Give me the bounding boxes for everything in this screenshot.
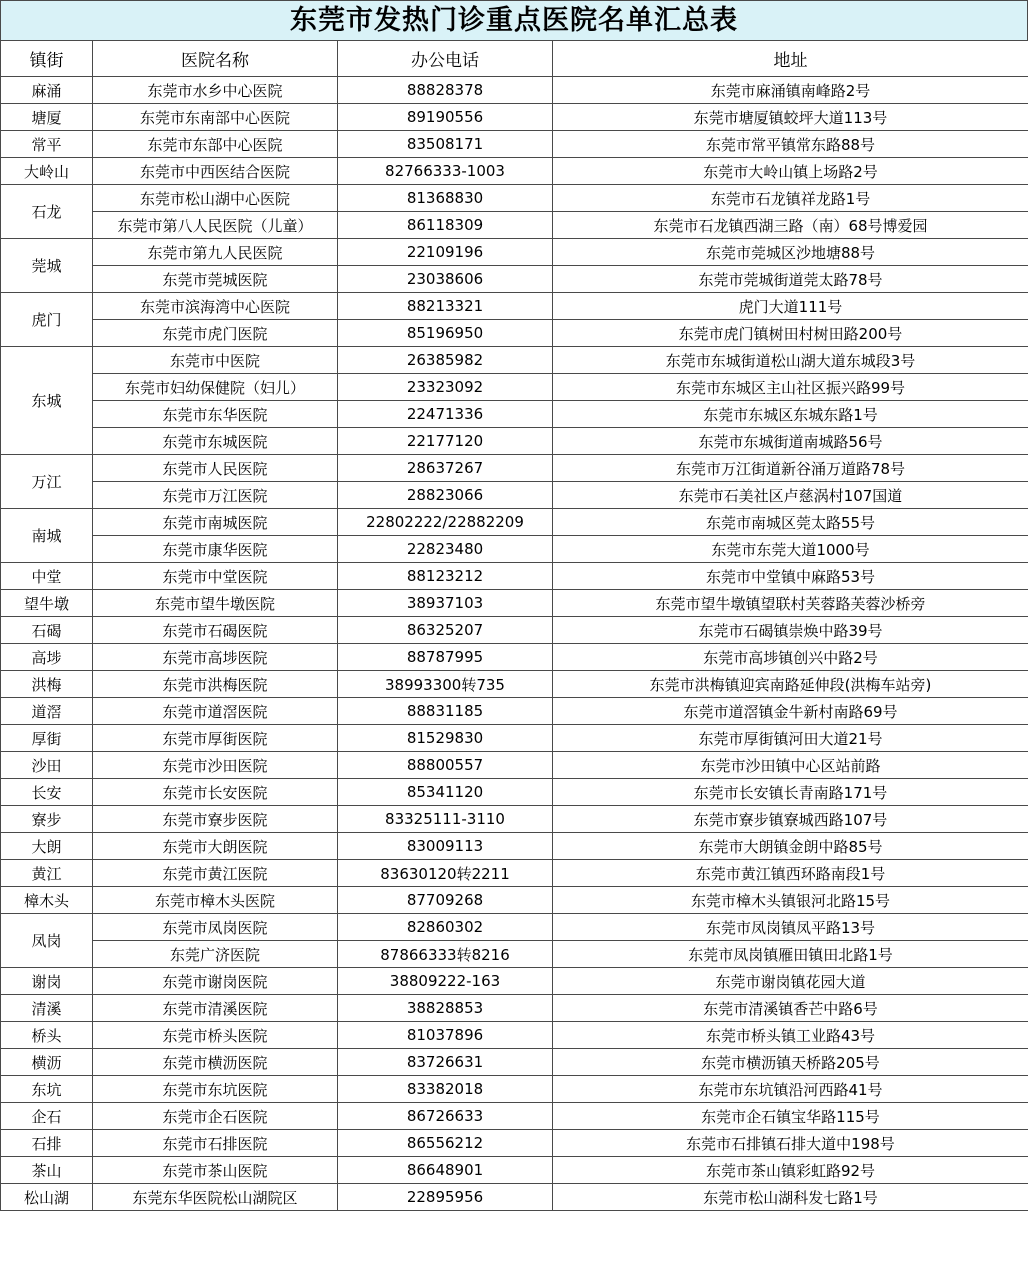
cell-hospital-name: 东莞市中医院 <box>93 347 338 374</box>
cell-phone: 81037896 <box>338 1022 553 1049</box>
cell-hospital-name: 东莞市东华医院 <box>93 401 338 428</box>
cell-address: 东莞市虎门镇树田村树田路200号 <box>553 320 1028 347</box>
cell-hospital-name: 东莞市东南部中心医院 <box>93 104 338 131</box>
cell-hospital-name: 东莞市洪梅医院 <box>93 671 338 698</box>
cell-phone: 87709268 <box>338 887 553 914</box>
table-row <box>1 725 1028 752</box>
cell-town: 高埗 <box>1 644 93 671</box>
cell-hospital-name: 东莞市厚街医院 <box>93 725 338 752</box>
cell-address: 东莞市望牛墩镇望联村芙蓉路芙蓉沙桥旁 <box>553 590 1028 617</box>
table-row <box>1 131 1028 158</box>
table-row <box>1 293 1028 320</box>
table-row <box>1 1049 1028 1076</box>
cell-phone: 28637267 <box>338 455 553 482</box>
cell-address: 东莞市松山湖科发七路1号 <box>553 1184 1028 1211</box>
cell-address: 东莞市沙田镇中心区站前路 <box>553 752 1028 779</box>
cell-hospital-name: 东莞广济医院 <box>93 941 338 968</box>
table-row <box>1 617 1028 644</box>
cell-town: 东坑 <box>1 1076 93 1103</box>
cell-address: 东莞市寮步镇寮城西路107号 <box>553 806 1028 833</box>
cell-phone: 89190556 <box>338 104 553 131</box>
cell-town: 谢岗 <box>1 968 93 995</box>
cell-phone: 83508171 <box>338 131 553 158</box>
cell-hospital-name: 东莞市凤岗医院 <box>93 914 338 941</box>
table-row <box>1 1130 1028 1157</box>
cell-phone: 38937103 <box>338 590 553 617</box>
cell-town: 沙田 <box>1 752 93 779</box>
cell-hospital-name: 东莞市桥头医院 <box>93 1022 338 1049</box>
cell-town: 万江 <box>1 455 93 509</box>
table-row <box>1 536 1028 563</box>
cell-hospital-name: 东莞市松山湖中心医院 <box>93 185 338 212</box>
cell-town: 横沥 <box>1 1049 93 1076</box>
cell-town: 凤岗 <box>1 914 93 968</box>
table-row <box>1 806 1028 833</box>
table-header-row <box>1 41 1028 77</box>
table-row <box>1 671 1028 698</box>
cell-phone: 88828378 <box>338 77 553 104</box>
column-header-phone: 办公电话 <box>338 41 553 77</box>
cell-town: 大岭山 <box>1 158 93 185</box>
table-row <box>1 1103 1028 1130</box>
table-row <box>1 752 1028 779</box>
table-row <box>1 698 1028 725</box>
cell-hospital-name: 东莞市水乡中心医院 <box>93 77 338 104</box>
cell-phone: 38993300转735 <box>338 671 553 698</box>
cell-address: 东莞市石美社区卢慈涡村107国道 <box>553 482 1028 509</box>
cell-hospital-name: 东莞市滨海湾中心医院 <box>93 293 338 320</box>
table-body <box>1 77 1028 1211</box>
cell-phone: 88800557 <box>338 752 553 779</box>
cell-town: 东城 <box>1 347 93 455</box>
cell-address: 东莞市东坑镇沿河西路41号 <box>553 1076 1028 1103</box>
table-row <box>1 212 1028 239</box>
cell-address: 东莞市东城区东城东路1号 <box>553 401 1028 428</box>
table-header <box>1 41 1028 77</box>
cell-hospital-name: 东莞市人民医院 <box>93 455 338 482</box>
cell-phone: 23323092 <box>338 374 553 401</box>
cell-phone: 23038606 <box>338 266 553 293</box>
cell-hospital-name: 东莞市虎门医院 <box>93 320 338 347</box>
cell-town: 清溪 <box>1 995 93 1022</box>
cell-hospital-name: 东莞市樟木头医院 <box>93 887 338 914</box>
table-row <box>1 428 1028 455</box>
cell-phone: 81529830 <box>338 725 553 752</box>
cell-phone: 22823480 <box>338 536 553 563</box>
cell-hospital-name: 东莞市清溪医院 <box>93 995 338 1022</box>
cell-address: 东莞市黄江镇西环路南段1号 <box>553 860 1028 887</box>
table-row <box>1 563 1028 590</box>
cell-town: 松山湖 <box>1 1184 93 1211</box>
cell-phone: 83726631 <box>338 1049 553 1076</box>
cell-hospital-name: 东莞市望牛墩医院 <box>93 590 338 617</box>
cell-phone: 22471336 <box>338 401 553 428</box>
cell-phone: 88213321 <box>338 293 553 320</box>
cell-phone: 83382018 <box>338 1076 553 1103</box>
cell-hospital-name: 东莞市石排医院 <box>93 1130 338 1157</box>
table-row <box>1 266 1028 293</box>
cell-hospital-name: 东莞市大朗医院 <box>93 833 338 860</box>
cell-phone: 86325207 <box>338 617 553 644</box>
table-row <box>1 995 1028 1022</box>
cell-town: 黄江 <box>1 860 93 887</box>
cell-town: 莞城 <box>1 239 93 293</box>
cell-town: 茶山 <box>1 1157 93 1184</box>
column-header-town: 镇街 <box>1 41 93 77</box>
cell-address: 东莞市横沥镇天桥路205号 <box>553 1049 1028 1076</box>
table-row <box>1 914 1028 941</box>
cell-phone: 28823066 <box>338 482 553 509</box>
cell-town: 石龙 <box>1 185 93 239</box>
cell-phone: 86556212 <box>338 1130 553 1157</box>
table-row <box>1 320 1028 347</box>
cell-town: 石碣 <box>1 617 93 644</box>
table-row <box>1 347 1028 374</box>
cell-phone: 83009113 <box>338 833 553 860</box>
table-row <box>1 1076 1028 1103</box>
cell-address: 东莞市道滘镇金牛新村南路69号 <box>553 698 1028 725</box>
table-row <box>1 239 1028 266</box>
cell-address: 东莞市企石镇宝华路115号 <box>553 1103 1028 1130</box>
cell-phone: 22802222/22882209 <box>338 509 553 536</box>
cell-hospital-name: 东莞市东城医院 <box>93 428 338 455</box>
cell-hospital-name: 东莞市莞城医院 <box>93 266 338 293</box>
cell-hospital-name: 东莞市沙田医院 <box>93 752 338 779</box>
cell-address: 东莞市桥头镇工业路43号 <box>553 1022 1028 1049</box>
cell-address: 东莞市东莞大道1000号 <box>553 536 1028 563</box>
table-row <box>1 833 1028 860</box>
table-row <box>1 887 1028 914</box>
cell-address: 东莞市厚街镇河田大道21号 <box>553 725 1028 752</box>
cell-address: 东莞市石龙镇祥龙路1号 <box>553 185 1028 212</box>
cell-address: 东莞市石龙镇西湖三路（南）68号博爱园 <box>553 212 1028 239</box>
table-row <box>1 374 1028 401</box>
cell-address: 东莞市莞城街道莞太路78号 <box>553 266 1028 293</box>
table-row <box>1 482 1028 509</box>
cell-town: 企石 <box>1 1103 93 1130</box>
cell-phone: 88123212 <box>338 563 553 590</box>
column-header-hospital-name: 医院名称 <box>93 41 338 77</box>
cell-hospital-name: 东莞市长安医院 <box>93 779 338 806</box>
cell-hospital-name: 东莞市高埗医院 <box>93 644 338 671</box>
cell-phone: 85341120 <box>338 779 553 806</box>
cell-phone: 38828853 <box>338 995 553 1022</box>
cell-phone: 86648901 <box>338 1157 553 1184</box>
cell-phone: 81368830 <box>338 185 553 212</box>
cell-town: 寮步 <box>1 806 93 833</box>
cell-hospital-name: 东莞市东部中心医院 <box>93 131 338 158</box>
cell-address: 东莞市东城街道松山湖大道东城段3号 <box>553 347 1028 374</box>
cell-hospital-name: 东莞市企石医院 <box>93 1103 338 1130</box>
cell-hospital-name: 东莞市寮步医院 <box>93 806 338 833</box>
cell-hospital-name: 东莞市横沥医院 <box>93 1049 338 1076</box>
cell-address: 东莞市石排镇石排大道中198号 <box>553 1130 1028 1157</box>
cell-address: 东莞市凤岗镇凤平路13号 <box>553 914 1028 941</box>
cell-address: 东莞市高埗镇创兴中路2号 <box>553 644 1028 671</box>
cell-address: 东莞市凤岗镇雁田镇田北路1号 <box>553 941 1028 968</box>
cell-address: 东莞市洪梅镇迎宾南路延伸段(洪梅车站旁) <box>553 671 1028 698</box>
cell-phone: 85196950 <box>338 320 553 347</box>
cell-hospital-name: 东莞市康华医院 <box>93 536 338 563</box>
cell-address: 东莞市清溪镇香芒中路6号 <box>553 995 1028 1022</box>
page-title: 东莞市发热门诊重点医院名单汇总表 <box>290 5 738 36</box>
cell-town: 常平 <box>1 131 93 158</box>
cell-address: 东莞市东城街道南城路56号 <box>553 428 1028 455</box>
table-row <box>1 104 1028 131</box>
hospital-table <box>0 40 1028 1211</box>
cell-phone: 22895956 <box>338 1184 553 1211</box>
cell-town: 洪梅 <box>1 671 93 698</box>
cell-town: 石排 <box>1 1130 93 1157</box>
cell-phone: 83325111-3110 <box>338 806 553 833</box>
cell-town: 望牛墩 <box>1 590 93 617</box>
table-row <box>1 968 1028 995</box>
cell-address: 东莞市谢岗镇花园大道 <box>553 968 1028 995</box>
cell-phone: 26385982 <box>338 347 553 374</box>
table-row <box>1 1184 1028 1211</box>
cell-hospital-name: 东莞市谢岗医院 <box>93 968 338 995</box>
cell-address: 东莞市南城区莞太路55号 <box>553 509 1028 536</box>
cell-phone: 38809222-163 <box>338 968 553 995</box>
cell-phone: 88831185 <box>338 698 553 725</box>
cell-hospital-name: 东莞市黄江医院 <box>93 860 338 887</box>
cell-address: 东莞市麻涌镇南峰路2号 <box>553 77 1028 104</box>
table-row <box>1 77 1028 104</box>
cell-hospital-name: 东莞市茶山医院 <box>93 1157 338 1184</box>
cell-phone: 88787995 <box>338 644 553 671</box>
cell-town: 麻涌 <box>1 77 93 104</box>
cell-address: 虎门大道111号 <box>553 293 1028 320</box>
cell-address: 东莞市莞城区沙地塘88号 <box>553 239 1028 266</box>
cell-address: 东莞市塘厦镇蛟坪大道113号 <box>553 104 1028 131</box>
cell-hospital-name: 东莞市妇幼保健院（妇儿） <box>93 374 338 401</box>
table-row <box>1 590 1028 617</box>
cell-address: 东莞市石碣镇崇焕中路39号 <box>553 617 1028 644</box>
cell-hospital-name: 东莞市石碣医院 <box>93 617 338 644</box>
cell-town: 长安 <box>1 779 93 806</box>
cell-address: 东莞市大朗镇金朗中路85号 <box>553 833 1028 860</box>
cell-phone: 83630120转2211 <box>338 860 553 887</box>
cell-hospital-name: 东莞市第八人民医院（儿童） <box>93 212 338 239</box>
table-row <box>1 779 1028 806</box>
cell-hospital-name: 东莞市第九人民医院 <box>93 239 338 266</box>
cell-address: 东莞市常平镇常东路88号 <box>553 131 1028 158</box>
table-row <box>1 1157 1028 1184</box>
cell-hospital-name: 东莞市中西医结合医院 <box>93 158 338 185</box>
cell-town: 虎门 <box>1 293 93 347</box>
cell-phone: 86118309 <box>338 212 553 239</box>
table-row <box>1 185 1028 212</box>
cell-address: 东莞市中堂镇中麻路53号 <box>553 563 1028 590</box>
cell-phone: 22109196 <box>338 239 553 266</box>
cell-town: 中堂 <box>1 563 93 590</box>
table-row <box>1 941 1028 968</box>
cell-address: 东莞市大岭山镇上场路2号 <box>553 158 1028 185</box>
cell-town: 道滘 <box>1 698 93 725</box>
cell-hospital-name: 东莞市南城医院 <box>93 509 338 536</box>
cell-town: 桥头 <box>1 1022 93 1049</box>
cell-address: 东莞市茶山镇彩虹路92号 <box>553 1157 1028 1184</box>
cell-hospital-name: 东莞市万江医院 <box>93 482 338 509</box>
table-row <box>1 860 1028 887</box>
cell-hospital-name: 东莞东华医院松山湖院区 <box>93 1184 338 1211</box>
cell-phone: 82860302 <box>338 914 553 941</box>
cell-hospital-name: 东莞市中堂医院 <box>93 563 338 590</box>
table-row <box>1 455 1028 482</box>
cell-town: 樟木头 <box>1 887 93 914</box>
cell-town: 塘厦 <box>1 104 93 131</box>
cell-address: 东莞市东城区主山社区振兴路99号 <box>553 374 1028 401</box>
cell-hospital-name: 东莞市东坑医院 <box>93 1076 338 1103</box>
table-row <box>1 1022 1028 1049</box>
cell-town: 南城 <box>1 509 93 563</box>
cell-address: 东莞市樟木头镇银河北路15号 <box>553 887 1028 914</box>
cell-town: 厚街 <box>1 725 93 752</box>
cell-phone: 22177120 <box>338 428 553 455</box>
cell-hospital-name: 东莞市道滘医院 <box>93 698 338 725</box>
cell-phone: 87866333转8216 <box>338 941 553 968</box>
table-row <box>1 509 1028 536</box>
table-row <box>1 158 1028 185</box>
column-header-address: 地址 <box>553 41 1028 77</box>
table-row <box>1 401 1028 428</box>
cell-phone: 82766333-1003 <box>338 158 553 185</box>
cell-town: 大朗 <box>1 833 93 860</box>
document-title-bar <box>0 0 1028 40</box>
table-row <box>1 644 1028 671</box>
cell-address: 东莞市长安镇长青南路171号 <box>553 779 1028 806</box>
cell-address: 东莞市万江街道新谷涌万道路78号 <box>553 455 1028 482</box>
cell-phone: 86726633 <box>338 1103 553 1130</box>
